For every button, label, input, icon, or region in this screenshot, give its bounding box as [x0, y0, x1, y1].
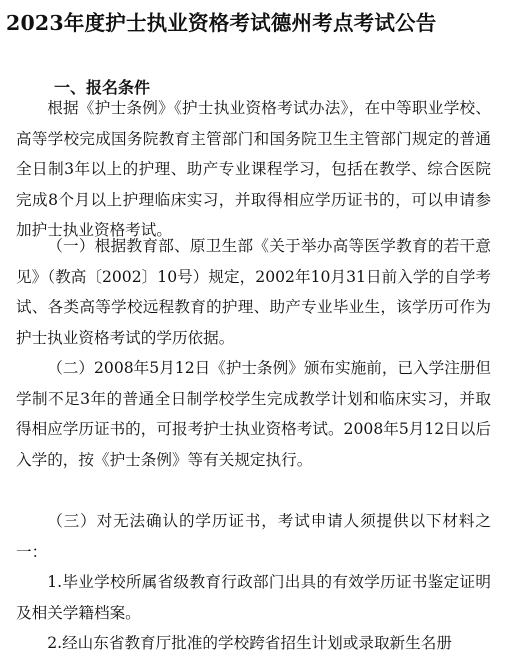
paragraph-material-2: 2.经山东省教育厅批准的学校跨省招生计划或录取新生名册: [47, 634, 452, 652]
paragraph-item-3: （三）对无法确认的学历证书，考试申请人须提供以下材料之一：: [16, 512, 491, 561]
paragraph-material-1: 1.毕业学校所属省级教育行政部门出具的有效学历证书鉴定证明及相关学籍档案。: [16, 573, 491, 622]
paragraph-item-1: （一）根据教育部、原卫生部《关于举办高等医学教育的若干意见》（教高〔2002〕10号）规定，2002年10月31日前入学的自学考试、各类高等学校远程教育的护理、助产专业毕业生，该学历可作为护士执业资格考试的学历依据。: [16, 237, 491, 347]
paragraph-item-2: （二）2008年5月12日《护士条例》颁布实施前，已入学注册但学制不足3年的普通全日制学校学生完成教学计划和临床实习，并取得相应学历证书的，可报考护士执业资格考试。2008年5月12日以后入学的，按《护士条例》等有关规定执行。: [16, 359, 491, 469]
section-heading-eligibility: 一、报名条件: [54, 78, 151, 97]
page-title: 2023年度护士执业资格考试德州考点考试公告: [6, 11, 437, 35]
paragraph-intro: 根据《护士条例》《护士执业资格考试办法》，在中等职业学校、高等学校完成国务院教育主管部门和国务院卫生主管部门规定的普通全日制3年以上的护理、助产专业课程学习，包括在教学、综合医院完成8个月以上护理临床实习，并取得相应学历证书的，可以申请参加护士执业资格考试。: [16, 99, 491, 239]
